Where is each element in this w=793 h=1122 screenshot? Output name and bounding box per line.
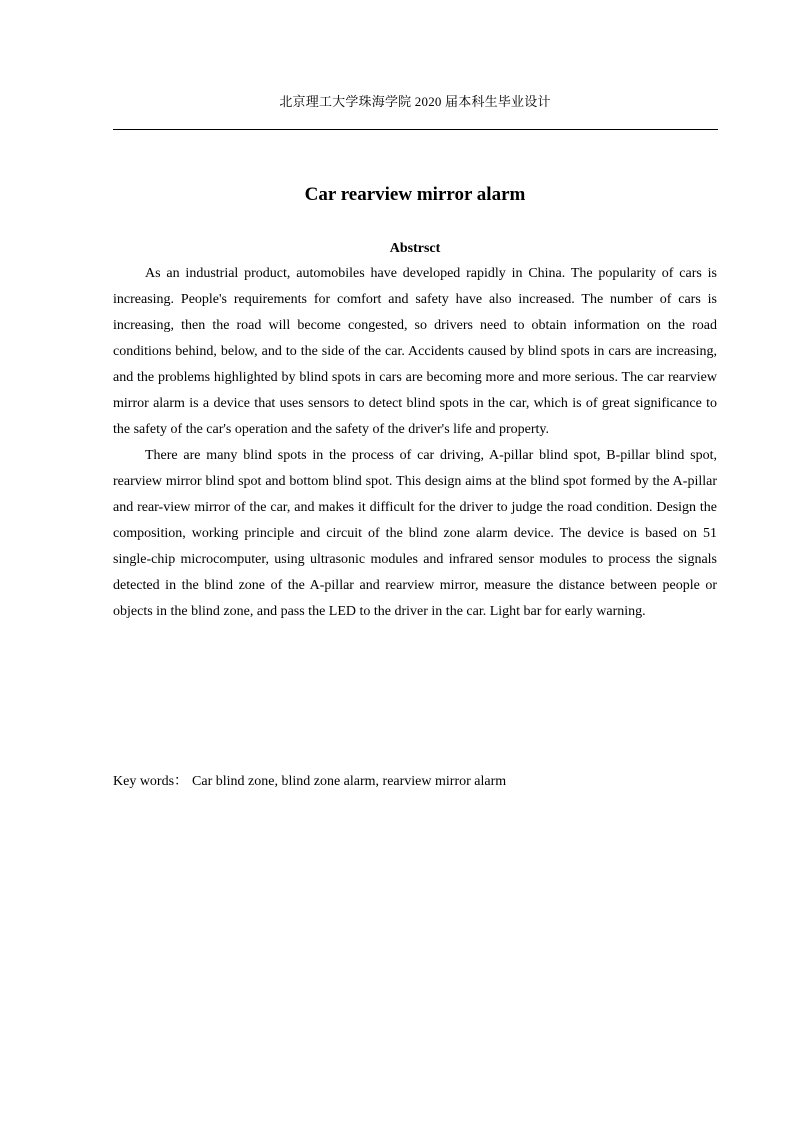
- abstract-body: [113, 261, 717, 625]
- abstract-heading: Abstrsct: [389, 241, 441, 256]
- abstract-paragraph-2: There are many blind spots in the process of car driving, A-pillar blind spot, B-pillar blind spot, rearview mirror blind spot and bottom blind spot. This design aims at the blind spot formed by the A-pillar and rear-view mirror of the car, and makes it difficult for the driver to judge the road condition. Design the composition, working principle and circuit of the blind zone alarm device. The device is based on 51 single-chip microcomputer, using ultrasonic modules and infrared sensor modules to process the signals detected in the blind zone of the A-pillar and rearview mirror, measure the distance between people or objects in the blind zone, and pass the LED to the driver in the car. Light bar for early warning.: [113, 448, 717, 619]
- page-header: 北京理工大学珠海学院 2020 届本科生毕业设计: [279, 94, 551, 109]
- keywords-label: Key words：: [113, 774, 189, 789]
- keywords-value: Car blind zone, blind zone alarm, rearview mirror alarm: [192, 774, 507, 789]
- document-title: Car rearview mirror alarm: [304, 184, 526, 205]
- abstract-paragraph-1: As an industrial product, automobiles have developed rapidly in China. The popularity of cars is increasing. People's requirements for comfort and safety have also increased. The number of cars is increasing, then the road will become congested, so drivers need to obtain information on the road conditions behind, below, and to the side of the car. Accidents caused by blind spots in cars are increasing, and the problems highlighted by blind spots in cars are becoming more and more serious. The car rearview mirror alarm is a device that uses sensors to detect blind spots in the car, which is of great significance to the safety of the car's operation and the safety of the driver's life and property.: [113, 266, 717, 437]
- header-divider: [113, 129, 718, 130]
- keywords-line: [113, 769, 717, 795]
